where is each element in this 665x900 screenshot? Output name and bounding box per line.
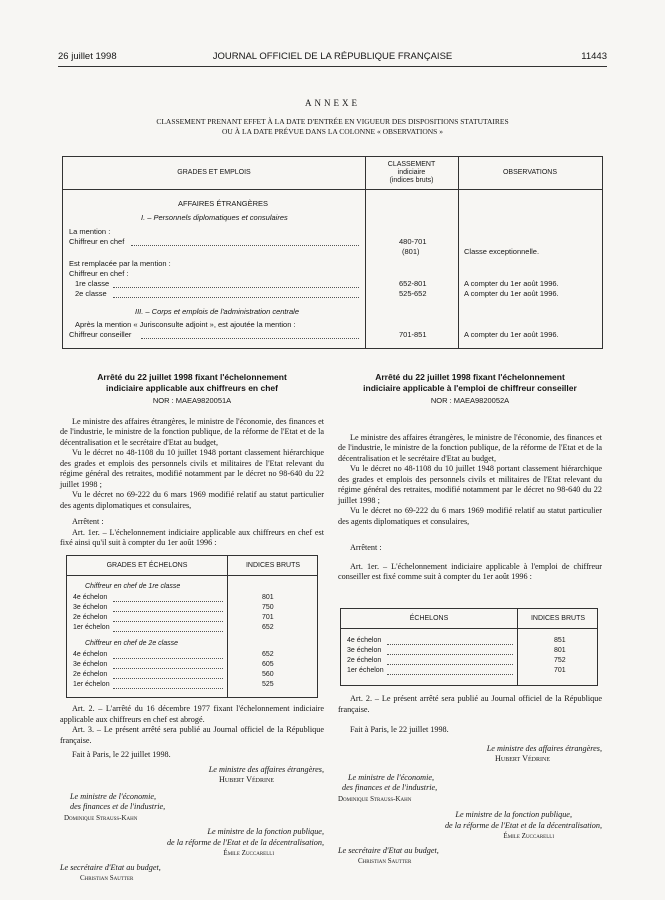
echelon-row-value: 851 — [554, 637, 566, 644]
ministry-label: AFFAIRES ÉTRANGÈRES — [178, 199, 269, 208]
echelon-row-label: 4e échelon — [73, 651, 108, 658]
left-echelon-table: GRADES ET ÉCHELONS INDICES BRUTS Chiffreur en chef de 1re classe 4e échelon 801 3e échelon 750 2e échelon 701 1er échelon 652 Chiffreur en chef de 2e classe 4e échelon 652 3e échelon 605 2e échelon 560 1er échelon 525 — [66, 555, 318, 698]
left-title-2: indiciaire applicable aux chiffreurs en chef — [106, 382, 278, 393]
right-nor: NOR : MAEA9820052A — [430, 396, 510, 405]
right-title-2: indiciaire applicable à l'emploi de chiffreur conseiller — [363, 382, 577, 393]
echelon-row-value: 652 — [262, 651, 274, 658]
left-article: Arrêté du 22 juillet 1998 fixant l'échelonnement indiciaire applicable aux chiffreurs en chef NOR : MAEA9820051A Le ministre des affaires étrangères, le ministre de l'économie, des finances et de l'industrie, le ministre de la fonction publique, de la réforme de l'Etat et de la décentralisation et le secrétaire d'Etat au budget, Vu le décret no 48-1108 du 10 juillet 1948 portant classement hiérarchique des grades et emplois des personnels civils et militaires de l'Etat relevant du régime général des retraites, modifié notamment par le décret no 98-640 du 22 juillet 1998 ; Vu le décret no 69-222 du 6 mars 1969 modifié relatif au statut particulier des agents diplomatiques et consulaires, Arrêtent : Art. 1er. – L'échelonnement indiciaire applicable aux chiffreurs en chef est fixé ainsi qu'il suit à compter du 1er août 1996 : — [60, 372, 324, 547]
left-nor: NOR : MAEA9820051A — [152, 396, 232, 405]
echelon-row-label: 2e échelon — [73, 614, 108, 621]
header-date: 26 juillet 1998 — [58, 51, 117, 62]
echelon-row-label: 3e échelon — [347, 647, 382, 654]
echelon-row-value: 752 — [554, 657, 566, 664]
mention-label: La mention : — [69, 227, 111, 236]
echelon-row-value: 701 — [554, 667, 566, 674]
echelon-row-value: 652 — [262, 624, 274, 631]
echelon-row-label: 4e échelon — [73, 594, 108, 601]
annexe-subtitle — [80, 117, 585, 137]
echelon-row-value: 701 — [262, 614, 274, 621]
section-1: I. – Personnels diplomatiques et consulaires — [141, 213, 288, 222]
annexe-subtitle-line2: OU À LA DATE PRÉVUE DANS LA COLONNE « OBSERVATIONS » — [222, 127, 443, 136]
echelon-row-value: 801 — [554, 647, 566, 654]
echelon-row-label: 4e échelon — [347, 637, 382, 644]
grade-2e-classe: Chiffreur en chef de 2e classe — [85, 640, 178, 647]
page-header — [58, 51, 607, 65]
echelon-row-value: 801 — [262, 594, 274, 601]
col-header-observations: OBSERVATIONS — [502, 169, 558, 176]
echelon-row-label: 3e échelon — [73, 661, 108, 668]
right-title-1: Arrêté du 22 juillet 1998 fixant l'échelonnement — [375, 372, 565, 382]
right-echelon-table: ÉCHELONS INDICES BRUTS 4e échelon 851 3e échelon 801 2e échelon 752 1er échelon 701 — [340, 608, 598, 686]
row-classe-1: 1re classe — [75, 279, 110, 288]
row-classe-2: 2e classe — [75, 289, 107, 298]
echelon-row-value: 525 — [262, 681, 274, 688]
echelon-row-value: 560 — [262, 671, 274, 678]
row-chiffreur-chef: Chiffreur en chef — [69, 237, 125, 246]
grade-1re-classe: Chiffreur en chef de 1re classe — [85, 583, 181, 590]
annexe-title: ANNEXE — [305, 98, 360, 108]
echelon-row-value: 750 — [262, 604, 274, 611]
col-header-classement: CLASSEMENT indiciaire (indices bruts) — [387, 161, 436, 184]
annexe-subtitle-line1: CLASSEMENT PRENANT EFFET À LA DATE D'ENTRÉE EN VIGUEUR DES DISPOSITIONS STATUTAIRES — [156, 117, 509, 126]
right-article: Arrêté du 22 juillet 1998 fixant l'échelonnement indiciaire applicable à l'emploi de chiffreur conseiller NOR : MAEA9820052A Le ministre des affaires étrangères, le ministre de l'économie, des finances et de l'industrie, le ministre de la fonction publique, de la réforme de l'Etat et de la décentralisation et le secrétaire d'Etat au budget, Vu le décret no 48-1108 du 10 juillet 1948 portant classement hiérarchique des grades et emplois des personnels civils et militaires de l'Etat relevant du régime général des retraites, modifié notamment par le décret no 98-640 du 22 juillet 1998 ; Vu le décret no 69-222 du 6 mars 1969 modifié relatif au statut particulier des agents diplomatiques et consulaires, Arrêtent : Art. 1er. – L'échelonnement indiciaire applicable à l'emploi de chiffreur conseiller est fixé comme suit à compter du 1er août 1996 : — [338, 372, 602, 581]
echelon-row-label: 2e échelon — [347, 657, 382, 664]
annexe-table: GRADES ET EMPLOIS CLASSEMENT indiciaire (indices bruts) OBSERVATIONS AFFAIRES ÉTRANGÈRES I. – Personnels diplomatiques et consulaires La mention : Chiffreur en chef 480-701 (801) Classe exceptionnelle. Est remplacée par la mention : Chiffreur en chef : 1re classe 652-801 A compter du 1er août 1996. 2e classe 525-652 A compter du 1er août 1996. III. – Corps et emplois de l'administration centrale Après la mention « Jurisconsulte adjoint », est ajoutée la mention : Chiffreur conseiller 701-851 A compter du 1er août 1996. — [62, 156, 603, 349]
header-rule — [58, 66, 607, 67]
echelon-row-value: 605 — [262, 661, 274, 668]
right-article-end: Art. 2. – Le présent arrêté sera publié au Journal officiel de la République française. Fait à Paris, le 22 juillet 1998. Le ministre des affaires étrangères, Hubert Védrine Le ministre de l'économie, des finances et de l'industrie, Dominique Strauss-Kahn Le ministre de la fonction publique, de la réforme de l'Etat et de la décentralisation, Émile Zuccarelli Le secrétaire d'Etat au budget, Christian Sautter — [338, 694, 602, 865]
header-journal: JOURNAL OFFICIEL DE LA RÉPUBLIQUE FRANÇAISE — [212, 51, 453, 62]
echelon-row-label: 2e échelon — [73, 671, 108, 678]
header-page-number: 11443 — [581, 51, 607, 62]
echelon-row-label: 1er échelon — [73, 624, 110, 631]
section-3: III. – Corps et emplois de l'administration centrale — [135, 307, 300, 316]
left-title-1: Arrêté du 22 juillet 1998 fixant l'échelonnement — [97, 372, 287, 382]
echelon-row-label: 1er échelon — [73, 681, 110, 688]
row-chiffreur-conseiller: Chiffreur conseiller — [69, 330, 132, 339]
col-header-grades: GRADES ET EMPLOIS — [177, 169, 251, 176]
echelon-row-label: 3e échelon — [73, 604, 108, 611]
echelon-row-label: 1er échelon — [347, 667, 384, 674]
left-article-end: Art. 2. – L'arrêté du 16 décembre 1977 fixant l'échelonnement indiciaire applicable aux chiffreurs en chef est abrogé. Art. 3. – Le présent arrêté sera publié au Journal officiel de la République française. Fait à Paris, le 22 juillet 1998. Le ministre des affaires étrangères, Hubert Védrine Le ministre de l'économie, des finances et de l'industrie, Dominique Strauss-Kahn Le ministre de la fonction publique, de la réforme de l'Etat et de la décentralisation, Émile Zuccarelli Le secrétaire d'Etat au budget, Christian Sautter — [60, 704, 324, 882]
